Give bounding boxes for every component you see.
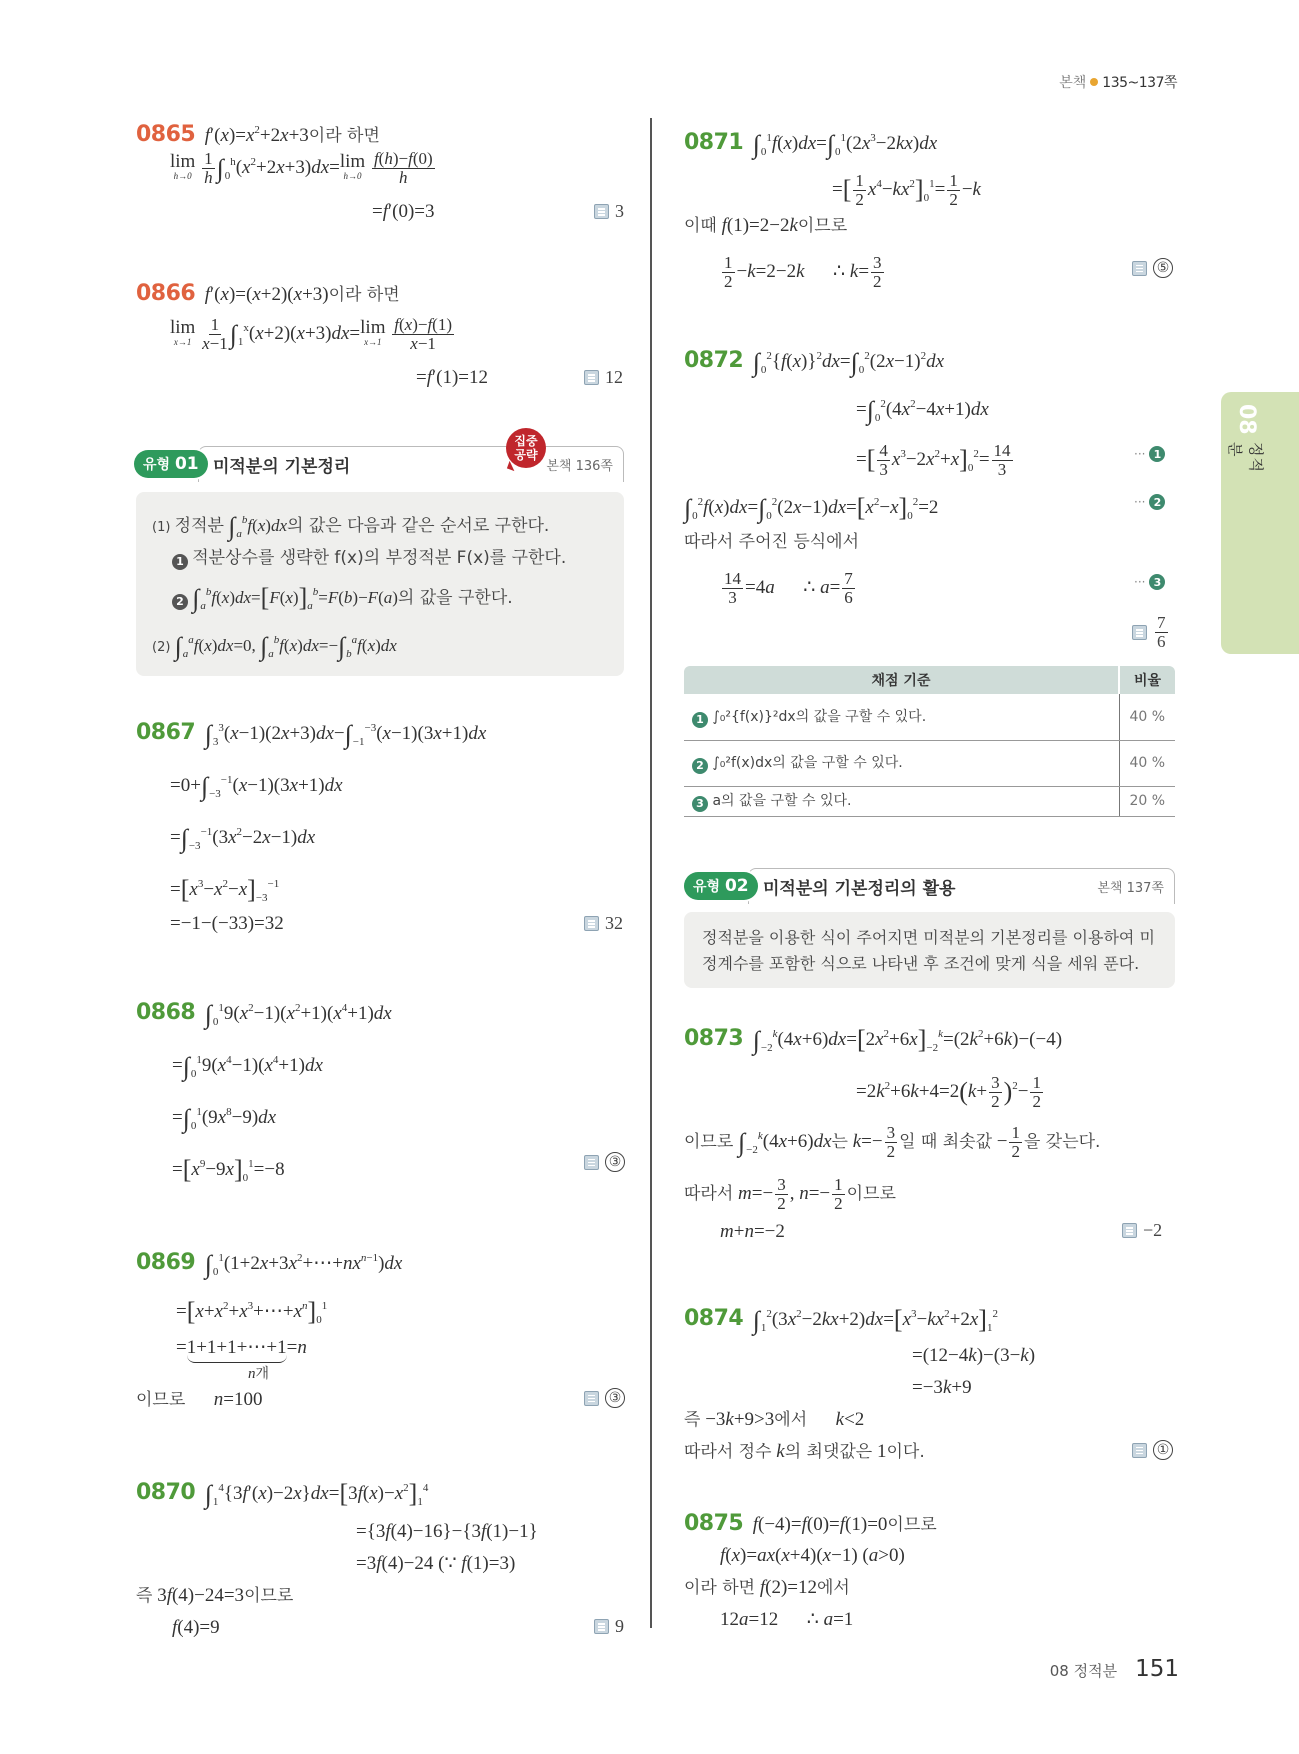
chapter-number: 08: [1234, 404, 1259, 435]
answer-value: 12: [605, 367, 623, 387]
footer-chapter: 08 정적분: [1049, 1662, 1118, 1680]
problem-0870-line-3: =3f(4)−24 (∵ f(1)=3): [356, 1553, 516, 1574]
problem-0872-line-2: $=\int_0^2(4x^2-4x+1)dx$: [856, 396, 989, 425]
problem-0872-line-4: $\int_0^2f(x)dx=\int_0^2(2x-1)dx=[x^2-x]_0^2=2$: [684, 493, 939, 523]
problem-0866-line-2: lim x→1 $\frac{1}{x-1}$ $\int_1^x(x+2)(x+3)dx=\lim$ x→1 $\frac{f(x)-f(1)}{x-1}$: [170, 315, 452, 354]
type-02-tip-box: [684, 912, 1175, 988]
table-cell-criterion: 3 a의 값을 구할 수 있다.: [684, 786, 1119, 816]
type-02-header: [684, 868, 1175, 904]
type-title-box: [198, 446, 624, 482]
problem-0872-line-1: 0872 $\int_0^2\{f(x)\}^2dx=\int_0^2(2x-1)^2dx$: [684, 348, 945, 377]
problem-0872-line-3: =[ $\frac{4}{3}$ $x^3-2x^2+x]_0^2=$ $\frac{14}{3}$: [856, 441, 1011, 480]
answer-0868: [584, 1152, 625, 1172]
problem-number: 0872: [684, 348, 744, 373]
type-badge: 유형 01: [134, 450, 208, 478]
tip-step-1: 1 적분상수를 생략한 f(x)의 부정적분 F(x)를 구한다.: [172, 546, 566, 570]
problem-number: 0871: [684, 130, 744, 155]
ref-label: 본책: [1059, 75, 1087, 91]
page-reference: [1059, 72, 1177, 92]
problem-0874-line-5: 따라서 정수 k의 최댓값은 1이다.: [684, 1441, 925, 1462]
problem-0874-line-1: 0874 $\int_1^2(3x^2-2kx+2)dx=[x^3-kx^2+2x]_1^2$: [684, 1305, 998, 1335]
problem-number: 0865: [136, 122, 196, 147]
table-row: [684, 786, 1175, 816]
column-divider: [650, 118, 652, 1628]
answer-value: ③: [605, 1152, 625, 1172]
problem-0875-line-2: f(x)=ax(x+4)(x−1) (a>0): [720, 1545, 905, 1566]
answer-icon: [584, 916, 599, 931]
problem-0873-line-1: 0873 $\int_{-2}^k(4x+6)dx=[2x^2+6x]_{-2}^k=(2k^2+6k)-(-4)$: [684, 1025, 1063, 1055]
problem-0873-line-3: 이므로 $\int_{-2}^k(4x+6)dx$는 k=− $\frac{3}{2}$ 일 때 최솟값 − $\frac{1}{2}$ 을 갖는다.: [684, 1123, 1101, 1162]
table-cell-ratio: 40 %: [1119, 694, 1175, 740]
answer-icon: [584, 370, 599, 385]
answer-0870: [594, 1616, 624, 1637]
problem-0873-line-5: m+n=−2: [720, 1221, 785, 1242]
problem-number: 0867: [136, 720, 196, 745]
answer-0865: [594, 201, 624, 222]
problem-0872-line-6: $\frac{14}{3}$ =4a ∴ a= $\frac{7}{6}$: [724, 569, 853, 607]
table-header-row: [684, 666, 1175, 694]
problem-0867-line-4: $=[x^3-x^2-x]_{-3}^{-1}$: [170, 875, 280, 904]
problem-0869-line-1: 0869 $\int_0^1(1+2x+3x^2+\cdots+nx^{n-1})dx$: [136, 1250, 403, 1279]
answer-icon: [1132, 625, 1147, 640]
answer-0872: $\frac{7}{6}$: [1132, 614, 1170, 651]
problem-number: 0869: [136, 1250, 196, 1275]
problem-0867-line-1: 0867 $\int_3^3(x-1)(2x+3)dx-\int_{-1}^{-3}(x-1)(3x+1)dx$: [136, 720, 487, 749]
problem-number: 0870: [136, 1480, 196, 1505]
table-header-ratio: 비율: [1119, 666, 1175, 694]
answer-0867: [584, 913, 623, 934]
problem-0869-line-4: 이므로 n=100: [136, 1389, 263, 1410]
table-cell-ratio: 20 %: [1119, 786, 1175, 816]
type-title: 미적분의 기본정리의 활용: [763, 879, 956, 899]
type-badge: 유형 02: [684, 872, 758, 900]
problem-0868-line-2: $=\int_0^19(x^4-1)(x^4+1)dx$: [172, 1052, 323, 1081]
problem-0875-line-3: 이라 하면 f(2)=12에서: [684, 1577, 850, 1598]
problem-number: 0875: [684, 1511, 744, 1536]
answer-icon: [594, 1619, 609, 1634]
problem-0874-line-3: =−3k+9: [912, 1377, 972, 1398]
tip-item-1: (1) 정적분 $\int_a^bf(x)dx$의 값은 다음과 같은 순서로 구한다.: [152, 512, 550, 541]
answer-icon: [1122, 1223, 1137, 1238]
answer-value: 9: [615, 1616, 624, 1636]
table-cell-ratio: 40 %: [1119, 740, 1175, 786]
problem-0872-line-5: 따라서 주어진 등식에서: [684, 532, 860, 552]
problem-0873-line-4: 따라서 m=− $\frac{3}{2}$ , n=− $\frac{1}{2}$ 이므로: [684, 1175, 896, 1213]
type-title-box: [748, 868, 1175, 904]
problem-0866-line-1: 0866 f′(x)=(x+2)(x+3)이라 하면: [136, 281, 400, 306]
answer-value: ⑤: [1153, 258, 1173, 278]
table-cell-criterion: 1 ∫₀²{f(x)}²dx의 값을 구할 수 있다.: [684, 694, 1119, 740]
scoring-criteria-table: [684, 666, 1175, 817]
type-ref: 본책 137쪽: [1097, 881, 1164, 896]
tip-item-2: (2) $\int_a^af(x)dx=0$, $\int_a^bf(x)dx=-\int_b^af(x)dx$: [152, 632, 397, 661]
answer-value: 3: [615, 201, 624, 221]
underbrace-label: n개: [248, 1366, 270, 1382]
answer-icon: [594, 204, 609, 219]
problem-0865-line-1: 0865 $f'(x)=x^2+2x+3$이라 하면: [136, 122, 380, 147]
problem-0871-line-1: 0871 $\int_0^1f(x)dx=\int_0^1(2x^3-2kx)dx$: [684, 130, 938, 159]
problem-0867-line-3: $=\int_{-3}^{-1}(3x^2-2x-1)dx$: [170, 824, 316, 853]
problem-0873-line-2: $=2k^2+6k+4=2(k+$ $\frac{3}{2}$ )$^2$− $\frac{1}{2}$: [856, 1073, 1041, 1112]
problem-0870-line-5: f(4)=9: [172, 1617, 220, 1638]
answer-value: −2: [1143, 1220, 1163, 1240]
answer-0874: [1132, 1440, 1173, 1460]
problem-number: 0873: [684, 1026, 744, 1051]
answer-icon: [1132, 261, 1147, 276]
tip-line-1: 정적분을 이용한 식이 주어지면 미적분의 기본정리를 이용하여 미: [702, 928, 1155, 947]
tip-step-2: 2 $\int_a^bf(x)dx=[F(x)]_a^b=F(b)-F(a)$의 값을 구한다.: [172, 580, 513, 618]
table-row: [684, 740, 1175, 786]
answer-icon: [584, 1391, 599, 1406]
answer-icon: [584, 1155, 599, 1170]
problem-0865-line-2: lim h→0 $\frac{1}{h}$ $\int_0^h(x^2+2x+3)dx=\lim$ h→0 $\frac{f(h)-f(0)}{h}$: [170, 149, 433, 188]
step-mark-3: ··· 3: [1134, 574, 1165, 590]
problem-number: 0866: [136, 281, 196, 306]
problem-0870-line-4: 즉 3f(4)−24=3이므로: [136, 1585, 294, 1606]
step-mark-1: ··· 1: [1134, 446, 1165, 462]
page-number: 151: [1135, 1656, 1179, 1682]
step-mark-2: ··· 2: [1134, 494, 1165, 510]
chapter-title: 정적분: [1226, 442, 1265, 473]
problem-0869-line-3: =1+1+1+⋯+1=n: [176, 1336, 307, 1363]
problem-0869-line-2: $=[x+x^2+x^3+\cdots+x^n]_0^1$: [176, 1297, 328, 1326]
answer-0866: [584, 367, 623, 388]
problem-0867-line-2: $=0+\int_{-3}^{-1}(x-1)(3x+1)dx$: [170, 772, 343, 801]
problem-0870-line-1: 0870 $\int_1^4\{3f'(x)-2x\}dx=[3f(x)-x^2]_1^4$: [136, 1479, 429, 1509]
focus-strategy-badge: 집중 공략: [506, 428, 546, 468]
answer-value: ①: [1153, 1440, 1173, 1460]
problem-0870-line-2: ={3f(4)−16}−{3f(1)−1}: [356, 1521, 538, 1542]
problem-0868-line-3: $=\int_0^1(9x^8-9)dx$: [172, 1104, 277, 1133]
page-footer: [1050, 1656, 1179, 1682]
type-title: 미적분의 기본정리: [213, 457, 351, 477]
table-cell-criterion: 2 ∫₀²f(x)dx의 값을 구할 수 있다.: [684, 740, 1119, 786]
type-01-header: [134, 446, 624, 482]
table-row: [684, 694, 1175, 740]
chapter-side-tab[interactable]: [1221, 392, 1299, 654]
answer-0873: [1122, 1220, 1162, 1241]
problem-0867-line-5: =−1−(−33)=32: [170, 913, 284, 934]
problem-0875-line-4: 12a=12 ∴ a=1: [720, 1609, 854, 1630]
answer-0869: [584, 1388, 625, 1408]
problem-0865-line-3: =f′(0)=3: [372, 201, 435, 222]
table-header-criterion: 채점 기준: [684, 666, 1119, 694]
problem-0871-line-4: $\frac{1}{2}$ −k=2−2k ∴ k= $\frac{3}{2}$: [724, 253, 882, 291]
problem-0875-line-1: 0875 f(−4)=f(0)=f(1)=0이므로: [684, 1511, 937, 1536]
problem-number: 0874: [684, 1306, 744, 1331]
problem-0874-line-2: =(12−4k)−(3−k): [912, 1345, 1036, 1366]
problem-number: 0868: [136, 1000, 196, 1025]
problem-0874-line-4: 즉 −3k+9>3에서 k<2: [684, 1409, 865, 1430]
problem-0866-line-3: =f′(1)=12: [416, 367, 489, 388]
problem-0871-line-3: 이때 f(1)=2−2k이므로: [684, 215, 848, 236]
answer-0871: [1132, 258, 1173, 278]
answer-value: 32: [605, 913, 623, 933]
problem-0868-line-4: $=[x^9-9x]_0^1=-8$: [172, 1155, 285, 1184]
answer-icon: [1132, 1443, 1147, 1458]
answer-value: ③: [605, 1388, 625, 1408]
ref-pages: 135~137쪽: [1102, 75, 1177, 91]
problem-0871-line-2: =[ $\frac{1}{2}$ $x^4-kx^2]_0^1=$ $\frac{1}{2}$ −k: [832, 171, 981, 210]
problem-0868-line-1: 0868 $\int_0^19(x^2-1)(x^2+1)(x^4+1)dx$: [136, 1000, 392, 1029]
bullet-dot-icon: [1090, 78, 1098, 86]
type-ref: 본책 136쪽: [546, 459, 613, 474]
tip-line-2: 정계수를 포함한 식으로 나타낸 후 조건에 맞게 식을 세워 푼다.: [702, 954, 1140, 973]
